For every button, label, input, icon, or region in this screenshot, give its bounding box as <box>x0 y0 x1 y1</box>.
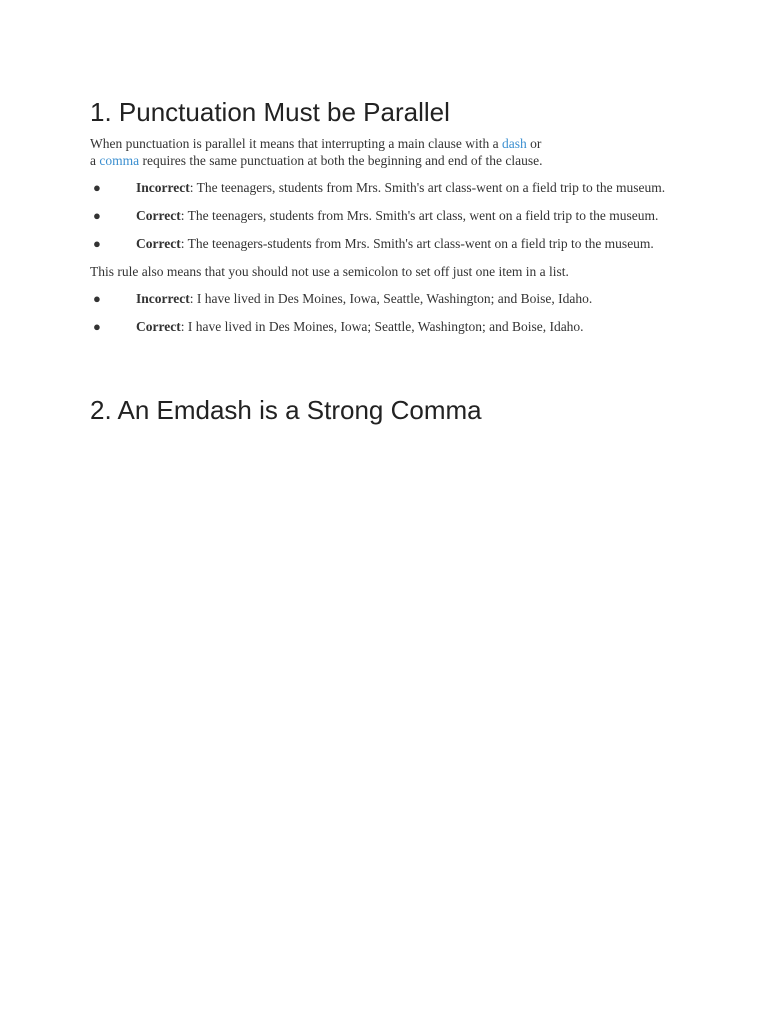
list-item <box>90 318 670 335</box>
example-label: Correct <box>136 236 181 251</box>
intro-text-3: a <box>90 153 100 168</box>
bullet-icon: ● <box>93 208 101 223</box>
example-text: : I have lived in Des Moines, Iowa, Seattle, Washington; and Boise, Idaho. <box>189 291 593 306</box>
rule-note: This rule also means that you should not use a semicolon to set off just one item in a list. <box>90 264 569 279</box>
list-item <box>90 207 670 224</box>
bullet-icon: ● <box>93 291 101 306</box>
bullet-icon: ● <box>93 180 101 195</box>
example-text: : I have lived in Des Moines, Iowa; Seattle, Washington; and Boise, Idaho. <box>180 319 584 334</box>
dash-link[interactable]: dash <box>502 136 527 151</box>
intro-paragraph <box>90 135 670 169</box>
example-text: : The teenagers-students from Mrs. Smith's art class-went on a field trip to the museum. <box>180 236 654 251</box>
example-label: Incorrect <box>136 180 190 195</box>
bullet-icon: ● <box>93 236 101 251</box>
list-item <box>90 235 670 252</box>
comma-link[interactable]: comma <box>99 153 140 168</box>
intro-text-2: or <box>526 136 542 151</box>
document-page <box>90 96 670 425</box>
semicolon-examples-list <box>90 290 670 335</box>
example-label: Correct <box>136 319 181 334</box>
example-label: Correct <box>136 208 181 223</box>
parallel-examples-list <box>90 179 670 252</box>
example-text: : The teenagers, students from Mrs. Smith's art class, went on a field trip to the museum. <box>180 208 659 223</box>
example-text: : The teenagers, students from Mrs. Smith's art class-went on a field trip to the museum. <box>189 180 666 195</box>
intro-text-1: When punctuation is parallel it means that interrupting a main clause with a <box>90 136 503 151</box>
bullet-icon: ● <box>93 319 101 334</box>
section-2-heading: 2. An Emdash is a Strong Comma <box>90 395 482 425</box>
intro-text-4: requires the same punctuation at both the beginning and end of the clause. <box>139 153 543 168</box>
section-1-heading: 1. Punctuation Must be Parallel <box>90 97 450 127</box>
list-item <box>90 179 670 196</box>
example-label: Incorrect <box>136 291 190 306</box>
list-item <box>90 290 670 307</box>
